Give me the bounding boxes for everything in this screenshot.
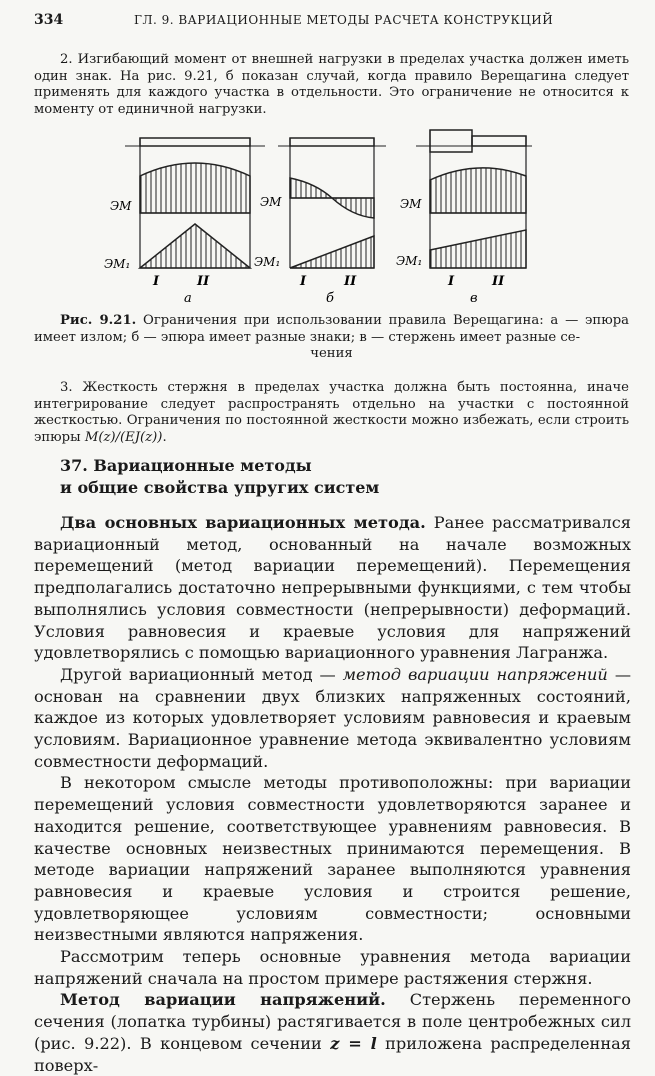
section-2-v: II xyxy=(492,274,505,289)
label-em-b: ЭМ xyxy=(260,195,282,209)
label-em1-a: ЭМ₁ xyxy=(104,257,131,271)
label-em1-v: ЭМ₁ xyxy=(396,254,423,268)
paragraph-5: Метод вариации напряжений. Стержень переменного сечения (лопатка турбины) растягивается в поле центробежных сил (рис. 9.22). В концевом сечении z = l приложена распределенная поверх- xyxy=(34,990,631,1075)
paragraph-4: Рассмотрим теперь основные уравнения метода вариации напряжений сначала на простом примере растяжения стержня. xyxy=(34,947,631,988)
moment-diagram-b-positive xyxy=(290,178,332,198)
moment-diagram-v xyxy=(430,168,526,213)
paragraph-item-2: 2. Изгибающий момент от внешней нагрузки в пределах участка должен иметь один знак. На рис. 9.21, б показан случай, когда правило Верещагина следует применять для каждого участка в отдельности. Это ограничение не относится к моменту от единичной нагрузки. xyxy=(34,52,629,117)
section-2-b: II xyxy=(344,274,357,289)
figure-9-21 xyxy=(100,128,540,308)
section-1-b: I xyxy=(300,274,307,289)
beam-b xyxy=(290,138,374,146)
section-heading xyxy=(60,455,379,499)
main-text xyxy=(34,512,631,1076)
running-title: ГЛ. 9. ВАРИАЦИОННЫЕ МЕТОДЫ РАСЧЕТА КОНСТРУКЦИЙ xyxy=(134,13,554,27)
paragraph-item-3: 3. Жесткость стержня в пределах участка должна быть постоянна, иначе интегрирование следует распространять отдельно на участки с постоянной жесткостью. Ограничения по постоянной жесткости можно избежать, если строить эпюры M(z)/(EJ(z)). xyxy=(34,380,629,445)
paragraph-2: Другой вариационный метод — метод вариации напряжений — основан на сравнении двух близких напряженных состояний, каждое из которых удовлетворяет условиям равновесия и краевым условиям. Вариационное уравнение метода эквивалентно условиям совместности деформаций. xyxy=(34,664,631,771)
panel-label-b: б xyxy=(326,291,334,306)
section-title-line2: и общие свойства упругих систем xyxy=(60,478,380,497)
moment-diagram-a xyxy=(140,163,250,213)
panel-label-a: а xyxy=(184,291,192,306)
panel-label-v: в xyxy=(470,291,478,306)
moment-diagram-b-negative xyxy=(332,198,374,218)
figure-panel-v xyxy=(396,130,532,306)
unit-moment-diagram-b xyxy=(290,236,374,268)
section-title-line1: 37. Вариационные методы xyxy=(60,456,312,475)
unit-moment-diagram-v xyxy=(430,230,526,268)
caption-text: Ограничения при использовании правила Верещагина: а — эпюра имеет излом; б — эпюра имеет разные знаки; в — стержень имеет разные се- xyxy=(34,313,630,345)
formula-m-over-ej: M(z)/(EJ(z)) xyxy=(84,429,163,445)
section-2-a: II xyxy=(197,274,210,289)
label-em1-b: ЭМ₁ xyxy=(254,255,281,269)
page-number: 334 xyxy=(34,12,64,28)
figure-panel-a xyxy=(104,138,265,306)
caption-prefix: Рис. 9.21. xyxy=(60,313,137,328)
unit-moment-diagram-a xyxy=(140,224,250,268)
beam-v-thin xyxy=(472,136,526,146)
section-1-v: I xyxy=(448,274,455,289)
section-1-a: I xyxy=(153,274,160,289)
caption-last-line: чения xyxy=(310,346,353,361)
label-em-v: ЭМ xyxy=(400,197,422,211)
figure-panel-b xyxy=(254,138,386,306)
figure-caption xyxy=(34,313,629,363)
beam-v-thick xyxy=(430,130,472,152)
page-header xyxy=(34,12,624,32)
paragraph-3: В некотором смысле методы противоположны: при вариации перемещений условия совместности удовлетворяются заранее и находится решение, соответствующее уравнениям равновесия. В качестве основных неизвестных принимаются перемещения. В методе вариации напряжений заранее выполняются уравнения равновесия и краевые условия и строится решение, удовлетворяющее условиям совместности; основными неизвестными являются напряжения. xyxy=(34,773,631,945)
beam-a xyxy=(140,138,250,146)
label-em-a: ЭМ xyxy=(110,199,132,213)
paragraph-1: Два основных вариационных метода. Ранее рассматривался вариационный метод, основанный на начале возможных перемещений (метод вариации перемещений). Перемещения предполагались достаточно непрерывными функциями, с тем чтобы выполнялись условия совместности (непрерывности) деформаций. Условия равновесия и краевые условия для напряжений удовлетворялись с помощью вариационного уравнения Лагранжа. xyxy=(34,513,631,663)
